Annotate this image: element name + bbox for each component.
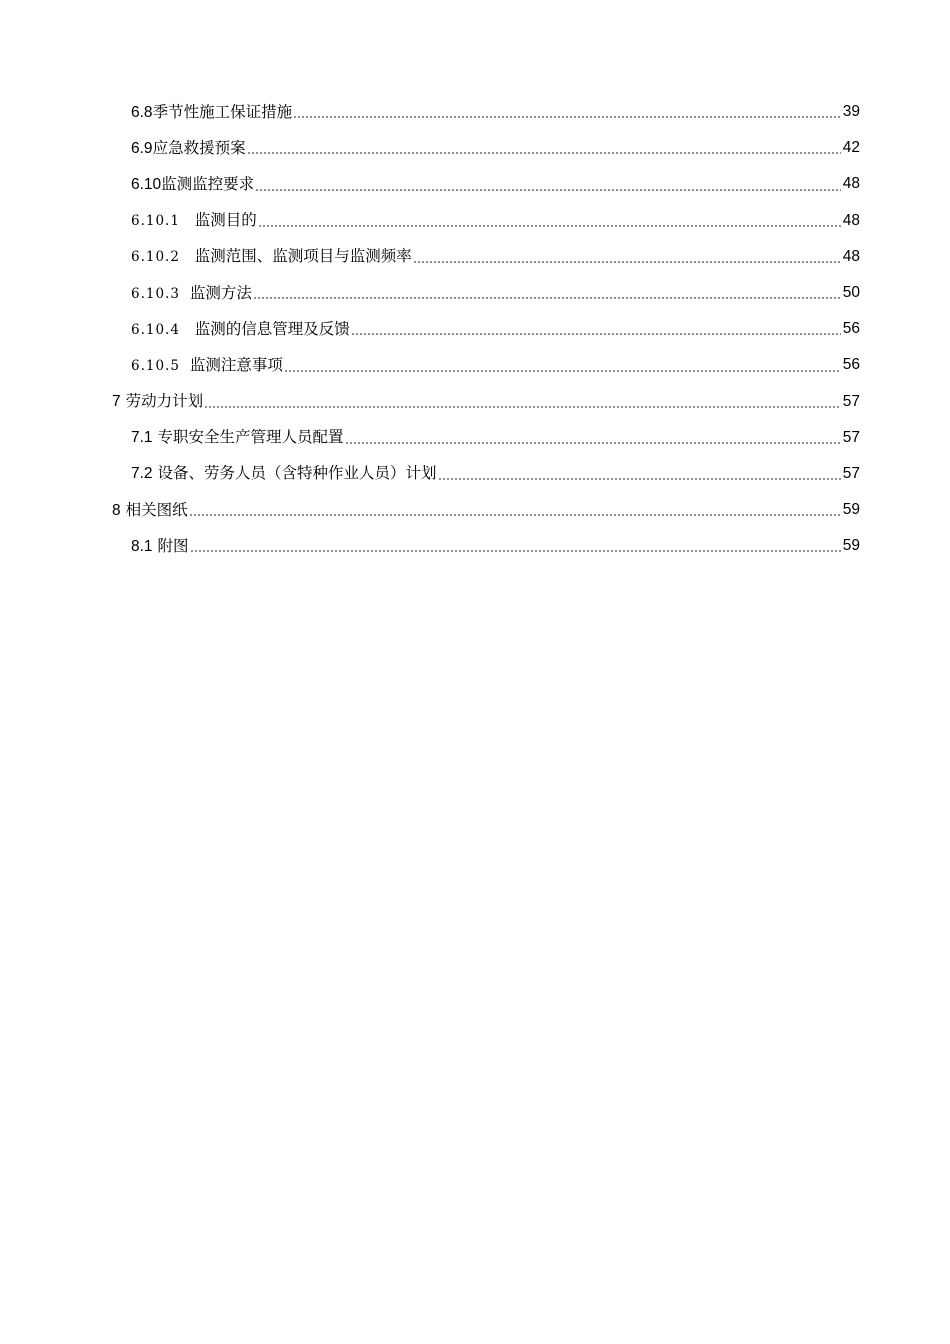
toc-entry-number: 6.8 [131, 103, 153, 121]
toc-entry-page: 42 [842, 139, 860, 157]
toc-entry-number: 6.10.5 [131, 357, 180, 374]
toc-entry-label [131, 174, 254, 195]
toc-entry-label [112, 391, 203, 412]
toc-dot-leader [345, 431, 841, 445]
toc-entry-title: 专职安全生产管理人员配置 [157, 428, 344, 447]
toc-entry[interactable] [112, 166, 860, 202]
toc-entry[interactable] [112, 94, 860, 130]
toc-dot-leader [247, 141, 841, 155]
toc-entry-title: 监测方法 [189, 283, 252, 302]
toc-entry[interactable] [112, 528, 860, 564]
toc-entry-title: 附图 [157, 536, 189, 555]
toc-entry-number: 7.2 [131, 465, 153, 483]
toc-entry-number: 6.10.3 [131, 285, 180, 302]
toc-entry-label [131, 210, 257, 231]
toc-entry-title: 设备、劳务人员（含特种作业人员）计划 [157, 464, 437, 483]
toc-entry-number: 6.10.4 [131, 321, 180, 338]
toc-entry-label [131, 427, 344, 448]
toc-entry-title: 相关图纸 [125, 500, 188, 519]
toc-entry-title: 季节性施工保证措施 [152, 102, 293, 121]
toc-entry-page: 48 [842, 247, 860, 265]
toc-entry-page: 50 [842, 284, 860, 302]
toc-entry-label [131, 355, 283, 376]
toc-entry[interactable] [112, 311, 860, 347]
toc-entry-page: 56 [842, 320, 860, 338]
toc-entry[interactable] [112, 384, 860, 420]
toc-entry-title: 监测监控要求 [161, 174, 255, 193]
toc-entry[interactable] [112, 239, 860, 275]
toc-entry-page: 48 [842, 211, 860, 229]
toc-entry-title: 监测注意事项 [189, 355, 283, 374]
toc-entry[interactable] [112, 275, 860, 311]
toc-entry-label [131, 246, 412, 267]
toc-entry-page: 57 [842, 392, 860, 410]
toc-dot-leader [189, 503, 841, 517]
toc-entry-number: 7.1 [131, 429, 153, 447]
toc-entry-page: 39 [842, 103, 860, 121]
toc-entry[interactable] [112, 492, 860, 528]
toc-entry-number: 6.10.1 [131, 213, 180, 230]
toc-dot-leader [255, 178, 841, 192]
toc-dot-leader [438, 467, 841, 481]
toc-dot-leader [258, 214, 841, 228]
toc-entry-label [131, 319, 350, 340]
toc-entry[interactable] [112, 420, 860, 456]
toc-entry-number: 8 [112, 501, 121, 519]
toc-entry-label [131, 138, 246, 159]
toc-entry-page: 57 [842, 428, 860, 446]
toc-entry[interactable] [112, 347, 860, 383]
toc-entry[interactable] [112, 203, 860, 239]
toc-entry-title: 应急救援预案 [152, 138, 246, 157]
toc-dot-leader [204, 395, 841, 409]
toc-entry-number: 7 [112, 393, 121, 411]
toc-entry-page: 59 [842, 537, 860, 555]
toc-dot-leader [190, 539, 841, 553]
toc-entry-page: 59 [842, 501, 860, 519]
toc-entry[interactable] [112, 456, 860, 492]
toc-dot-leader [413, 250, 841, 264]
toc-entry-label [131, 102, 292, 123]
toc-dot-leader [284, 359, 841, 373]
toc-entry-number: 6.10.2 [131, 249, 180, 266]
toc-entry-page: 56 [842, 356, 860, 374]
toc-entry-label [112, 500, 188, 521]
toc-entry-title: 监测范围、监测项目与监测频率 [194, 247, 412, 266]
toc-entry-number: 6.10 [131, 175, 162, 193]
toc-dot-leader [253, 286, 841, 300]
toc-entry-label [131, 463, 437, 484]
toc-entry-title: 监测目的 [194, 211, 257, 230]
toc-entry-title: 监测的信息管理及反馈 [194, 319, 350, 338]
toc-dot-leader [351, 322, 841, 336]
toc-dot-leader [293, 105, 841, 119]
toc-entry-label [131, 283, 252, 304]
toc-entry-label [131, 536, 189, 557]
toc-entry[interactable] [112, 130, 860, 166]
table-of-contents [112, 94, 860, 564]
toc-entry-page: 57 [842, 464, 860, 482]
toc-entry-number: 8.1 [131, 537, 153, 555]
toc-entry-title: 劳动力计划 [125, 392, 204, 411]
toc-entry-number: 6.9 [131, 139, 153, 157]
toc-entry-page: 48 [842, 175, 860, 193]
